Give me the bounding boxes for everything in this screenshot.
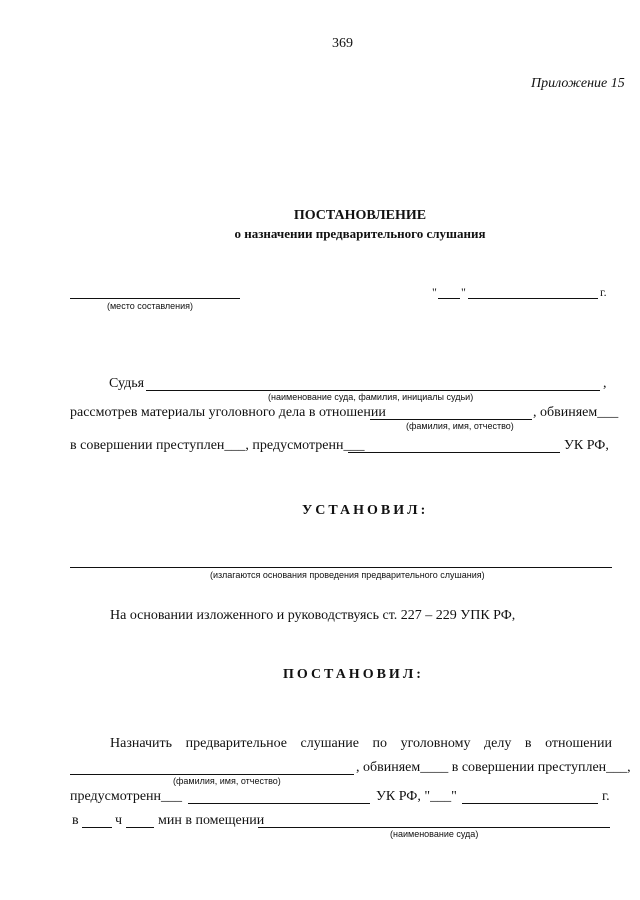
grounds-field[interactable] — [70, 567, 612, 568]
resolved-article-field[interactable] — [188, 803, 370, 804]
date-open-quote: " — [432, 285, 437, 299]
place-caption: (место составления) — [107, 301, 194, 311]
accused-caption: (фамилия, имя, отчество) — [406, 421, 514, 431]
resolved-year-suffix: г. — [602, 789, 610, 804]
judge-field[interactable] — [146, 390, 600, 391]
resolution-word: в — [524, 736, 532, 751]
day-field[interactable] — [438, 298, 460, 299]
resolution-word: отношении — [545, 736, 612, 751]
accused-name-field[interactable] — [370, 419, 532, 420]
room-field[interactable] — [258, 827, 610, 828]
document-title: ПОСТАНОВЛЕНИЕ — [293, 208, 427, 223]
resolved-accused-text: , обвиняем____ в совершении преступлен___, — [356, 760, 631, 775]
judge-end-comma: , — [603, 376, 607, 391]
resolved-accused-caption: (фамилия, имя, отчество) — [173, 776, 281, 786]
resolution-word: слушание — [300, 736, 359, 751]
time-in-label: в — [72, 813, 79, 828]
basis-text: На основании изложенного и руководствуясь ст. 227 – 229 УПК РФ, — [110, 608, 516, 623]
resolved-heading: ПОСТАНОВИЛ: — [283, 667, 424, 682]
month-year-field[interactable] — [468, 298, 598, 299]
resolution-word: предварительное — [185, 736, 287, 751]
provided-text: предусмотренн___ — [70, 789, 183, 804]
resolution-word: Назначить — [110, 736, 173, 751]
resolution-sentence — [110, 736, 612, 752]
hour-label: ч — [115, 813, 123, 828]
code-text: УК РФ, — [564, 438, 609, 453]
court-caption: (наименование суда) — [390, 829, 479, 839]
judge-caption: (наименование суда, фамилия, инициалы судьи) — [268, 392, 474, 402]
resolution-word: уголовному — [400, 736, 471, 751]
hour-field[interactable] — [82, 827, 112, 828]
hearing-date-field[interactable] — [462, 803, 598, 804]
minute-field[interactable] — [126, 827, 154, 828]
year-suffix: г. — [600, 285, 607, 299]
article-field[interactable] — [348, 452, 560, 453]
resolution-word: делу — [484, 736, 512, 751]
crime-text: в совершении преступлен___, предусмотренн___ — [70, 438, 365, 453]
date-close-quote: " — [461, 285, 466, 299]
reviewed-text: рассмотрев материалы уголовного дела в отношении — [70, 405, 386, 420]
place-field[interactable] — [70, 298, 240, 299]
resolution-word: по — [372, 736, 387, 751]
resolved-code-text: УК РФ, "___" — [376, 789, 457, 804]
resolved-accused-field[interactable] — [70, 774, 354, 775]
minute-label: мин в помещении — [158, 813, 265, 828]
accused-text: , обвиняем___ — [533, 405, 619, 420]
judge-label: Судья — [109, 376, 145, 391]
page-number: 369 — [332, 36, 353, 51]
appendix-label: Приложение 15 — [531, 76, 625, 91]
document-subtitle: о назначении предварительного слушания — [234, 226, 486, 241]
grounds-caption: (излагаются основания проведения предварительного слушания) — [210, 570, 485, 580]
established-heading: УСТАНОВИЛ: — [302, 503, 429, 518]
